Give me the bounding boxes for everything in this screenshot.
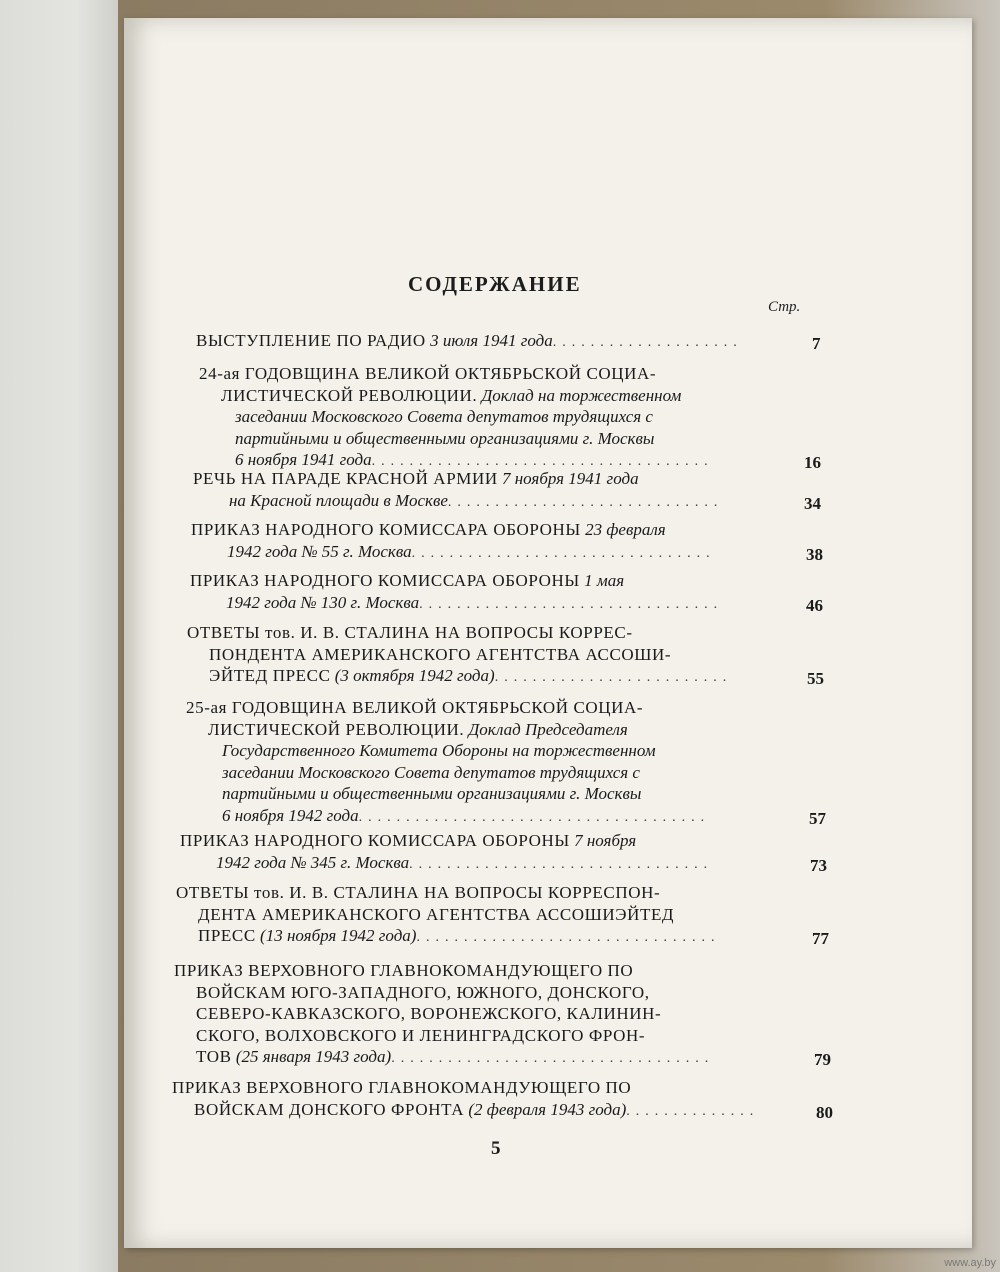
toc-entry-line — [221, 385, 681, 406]
entry-title-text: ЭЙТЕД ПРЕСС — [209, 666, 331, 685]
entry-detail-text: (13 ноября 1942 года) — [255, 926, 417, 945]
entry-title-text: 25-ая ГОДОВЩИНА ВЕЛИКОЙ ОКТЯБРЬСКОЙ СОЦИА- — [186, 698, 644, 717]
toc-entry-line — [222, 762, 640, 783]
entry-page-number: 55 — [807, 669, 824, 688]
entry-title-text: ТОВ — [196, 1047, 232, 1066]
toc-entry-line — [235, 406, 653, 427]
toc-entry-line — [191, 519, 666, 540]
toc-entry-line — [172, 1077, 631, 1098]
toc-entry-line — [222, 805, 710, 828]
toc-entry-line — [196, 1003, 661, 1024]
toc-entry-line — [196, 1046, 714, 1069]
contents-heading: СОДЕРЖАНИЕ — [408, 272, 582, 296]
entry-detail-text: 1942 года № 345 г. Москва — [216, 852, 410, 872]
entry-detail-text: 1 мая — [579, 571, 625, 590]
page-number: 5 — [491, 1138, 501, 1159]
dot-leader: ................................ — [419, 596, 724, 612]
toc-entry-line — [216, 852, 713, 875]
entry-detail-text: (2 февраля 1943 года) — [464, 1099, 627, 1119]
toc-entry-line — [222, 740, 656, 761]
toc-entry-line — [227, 541, 716, 564]
dot-leader: ................................ — [416, 930, 721, 945]
entry-title-text: ОТВЕТЫ тов. И. В. СТАЛИНА НА ВОПРОСЫ КОРРЕСПОН- — [176, 883, 661, 902]
toc-entry-line — [199, 363, 656, 384]
toc-entry-line — [180, 830, 636, 851]
entry-title-text: ПРИКАЗ ВЕРХОВНОГО ГЛАВНОКОМАНДУЮЩЕГО ПО — [174, 961, 634, 980]
entry-detail-text: заседании Московского Совета депутатов трудящихся с — [235, 407, 653, 426]
toc-entry-line — [196, 1025, 645, 1046]
entry-page-number: 79 — [814, 1050, 831, 1069]
entry-detail-text: Государственного Комитета Обороны на торжественном — [222, 741, 656, 760]
entry-detail-text: 1942 года № 130 г. Москва — [226, 592, 420, 612]
entry-detail-text: заседании Московского Совета депутатов трудящихся с — [222, 762, 640, 782]
toc-entry-line — [208, 719, 628, 740]
entry-page-number: 34 — [804, 493, 821, 513]
toc-entry-line — [209, 644, 671, 665]
entry-title-text: ЛИСТИЧЕСКОЙ РЕВОЛЮЦИИ. — [221, 385, 478, 405]
entry-detail-text: 7 ноября 1941 года — [497, 469, 639, 488]
entry-detail-text: 6 ноября 1942 года — [222, 805, 359, 825]
entry-page-number: 77 — [812, 929, 829, 948]
toc-entry-line — [186, 697, 643, 718]
entry-detail-text: 7 ноября — [569, 831, 637, 850]
dot-leader: ......................... — [494, 670, 733, 685]
dot-leader: ..................................... — [358, 809, 711, 825]
toc-entry-line — [174, 960, 633, 981]
entry-title-text: ПРИКАЗ ВЕРХОВНОГО ГЛАВНОКОМАНДУЮЩЕГО ПО — [172, 1078, 632, 1097]
entry-title-text: ПРИКАЗ НАРОДНОГО КОМИССАРА ОБОРОНЫ — [180, 831, 570, 850]
toc-entry-line — [194, 1099, 759, 1122]
dot-leader: .................................... — [371, 454, 714, 469]
entry-title-text: ПРИКАЗ НАРОДНОГО КОМИССАРА ОБОРОНЫ — [190, 571, 580, 590]
show-through-text — [230, 90, 790, 251]
entry-detail-text: 6 ноября 1941 года — [235, 450, 372, 469]
entry-title-text: СКОГО, ВОЛХОВСКОГО И ЛЕНИНГРАДСКОГО ФРОН- — [196, 1025, 646, 1045]
entry-title-text: ВЫСТУПЛЕНИЕ ПО РАДИО — [196, 331, 426, 350]
entry-page-number: 16 — [804, 453, 821, 472]
entry-detail-text: 23 февраля — [580, 520, 666, 539]
entry-detail-text: на Красной площади в Москве — [229, 490, 448, 510]
toc-entry-line — [226, 592, 723, 615]
toc-entry-line — [198, 925, 720, 948]
entry-title-text: ПРЕСС — [198, 926, 256, 945]
toc-entry-line — [196, 982, 650, 1003]
entry-detail-text: (3 октября 1942 года) — [330, 666, 495, 685]
toc-entry-line — [235, 428, 654, 449]
toc-entry-line — [190, 570, 624, 591]
entry-title-text: ВОЙСКАМ ДОНСКОГО ФРОНТА — [194, 1099, 465, 1119]
entry-detail-text: Доклад Председателя — [464, 719, 628, 739]
entry-page-number: 38 — [806, 544, 823, 564]
entry-detail-text: партийными и общественными организациями г. Москвы — [222, 784, 642, 803]
entry-title-text: РЕЧЬ НА ПАРАДЕ КРАСНОЙ АРМИИ — [193, 469, 498, 488]
toc-entry-line — [176, 882, 660, 903]
page-column-label: Стр. — [768, 299, 801, 315]
entry-detail-text: 1942 года № 55 г. Москва — [227, 541, 412, 561]
toc-entry-line — [196, 330, 743, 353]
facing-page — [0, 0, 128, 1272]
toc-entry-line — [193, 468, 639, 489]
entry-detail-text: 3 июля 1941 года — [425, 331, 553, 350]
toc-entry-line — [229, 490, 723, 513]
toc-entry-line — [198, 904, 674, 925]
entry-page-number: 57 — [809, 808, 826, 828]
entry-page-number: 7 — [812, 334, 821, 353]
watermark: www.ay.by — [944, 1257, 996, 1269]
dot-leader: ................................ — [411, 545, 716, 561]
dot-leader: .............. — [626, 1103, 760, 1119]
entry-title-text: ПОНДЕНТА АМЕРИКАНСКОГО АГЕНТСТВА АССОШИ- — [209, 644, 672, 664]
entry-title-text: ЛИСТИЧЕСКОЙ РЕВОЛЮЦИИ. — [208, 719, 465, 739]
dot-leader: ............................. — [447, 494, 724, 510]
entry-detail-text: партийными и общественными организациями г. Москвы — [235, 428, 655, 448]
entry-title-text: ОТВЕТЫ тов. И. В. СТАЛИНА НА ВОПРОСЫ КОРРЕС- — [187, 623, 633, 642]
entry-page-number: 46 — [806, 595, 823, 615]
entry-title-text: ВОЙСКАМ ЮГО-ЗАПАДНОГО, ЮЖНОГО, ДОНСКОГО, — [196, 982, 650, 1002]
entry-title-text: ПРИКАЗ НАРОДНОГО КОМИССАРА ОБОРОНЫ — [191, 520, 581, 539]
dot-leader: .................................. — [391, 1051, 715, 1066]
entry-detail-text: Доклад на торжественном — [477, 385, 682, 405]
entry-page-number: 80 — [816, 1102, 833, 1122]
toc-entry-line — [222, 783, 641, 804]
toc-entry-line — [187, 622, 633, 643]
toc-entry-line — [209, 665, 732, 688]
entry-detail-text: (25 января 1943 года) — [231, 1047, 392, 1066]
entry-title-text: ДЕНТА АМЕРИКАНСКОГО АГЕНТСТВА АССОШИЭЙТЕД — [198, 904, 675, 924]
entry-title-text: 24-ая ГОДОВЩИНА ВЕЛИКОЙ ОКТЯБРЬСКОЙ СОЦИА- — [199, 364, 657, 383]
entry-page-number: 73 — [810, 855, 827, 875]
dot-leader: .................... — [552, 335, 743, 350]
dot-leader: ................................ — [409, 856, 714, 872]
entry-title-text: СЕВЕРО-КАВКАЗСКОГО, ВОРОНЕЖСКОГО, КАЛИНИН- — [196, 1004, 662, 1023]
